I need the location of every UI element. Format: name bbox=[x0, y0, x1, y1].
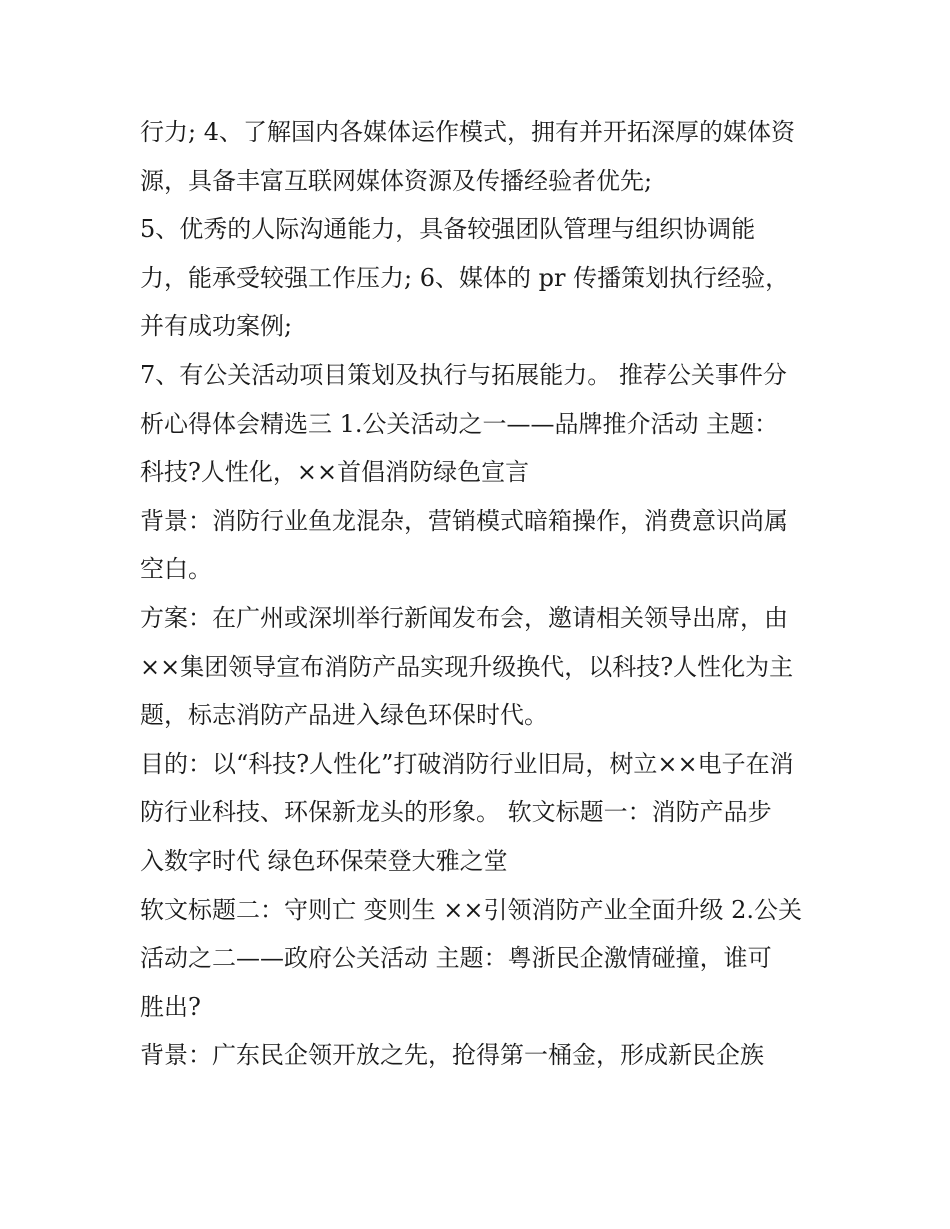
text-line: 胜出? bbox=[140, 992, 201, 1021]
text-line: 题，标志消防产品进入绿色环保时代。 bbox=[140, 701, 548, 730]
text-line: 方案：在广州或深圳举行新闻发布会，邀请相关领导出席，由 bbox=[140, 603, 788, 632]
text-line: 目的：以“科技?人性化”打破消防行业旧局，树立××电子在消 bbox=[140, 749, 794, 778]
text-line: 并有成功案例; bbox=[140, 312, 293, 341]
text-line: 背景：消防行业鱼龙混杂，营销模式暗箱操作，消费意识尚属 bbox=[140, 506, 788, 535]
text-line: 防行业科技、环保新龙头的形象。 软文标题一：消防产品步 bbox=[140, 798, 772, 827]
text-line: 科技?人性化，××首倡消防绿色宣言 bbox=[140, 458, 530, 487]
text-line: 活动之二——政府公关活动 主题：粤浙民企激情碰撞，谁可 bbox=[140, 944, 772, 973]
text-line: 力，能承受较强工作压力; 6、媒体的 pr 传播策划执行经验， bbox=[140, 263, 790, 292]
document-body bbox=[140, 108, 820, 1080]
text-line: 软文标题二：守则亡 变则生 ××引领消防产业全面升级 2.公关 bbox=[140, 895, 803, 924]
text-line: 析心得体会精选三 1.公关活动之一——品牌推介活动 主题： bbox=[140, 409, 779, 438]
text-line: 行力; 4、了解国内各媒体运作模式，拥有并开拓深厚的媒体资 bbox=[140, 118, 795, 146]
text-line: 7、有公关活动项目策划及执行与拓展能力。 推荐公关事件分 bbox=[140, 360, 787, 389]
text-line: 5、优秀的人际沟通能力，具备较强团队管理与组织协调能 bbox=[140, 215, 756, 244]
text-line: ××集团领导宣布消防产品实现升级换代，以科技?人性化为主 bbox=[140, 652, 794, 681]
text-line: 背景：广东民企领开放之先，抢得第一桶金，形成新民企族 bbox=[140, 1041, 764, 1070]
text-line: 空白。 bbox=[140, 555, 212, 584]
text-line: 入数字时代 绿色环保荣登大雅之堂 bbox=[140, 846, 508, 875]
text-line: 源，具备丰富互联网媒体资源及传播经验者优先; bbox=[140, 166, 653, 195]
